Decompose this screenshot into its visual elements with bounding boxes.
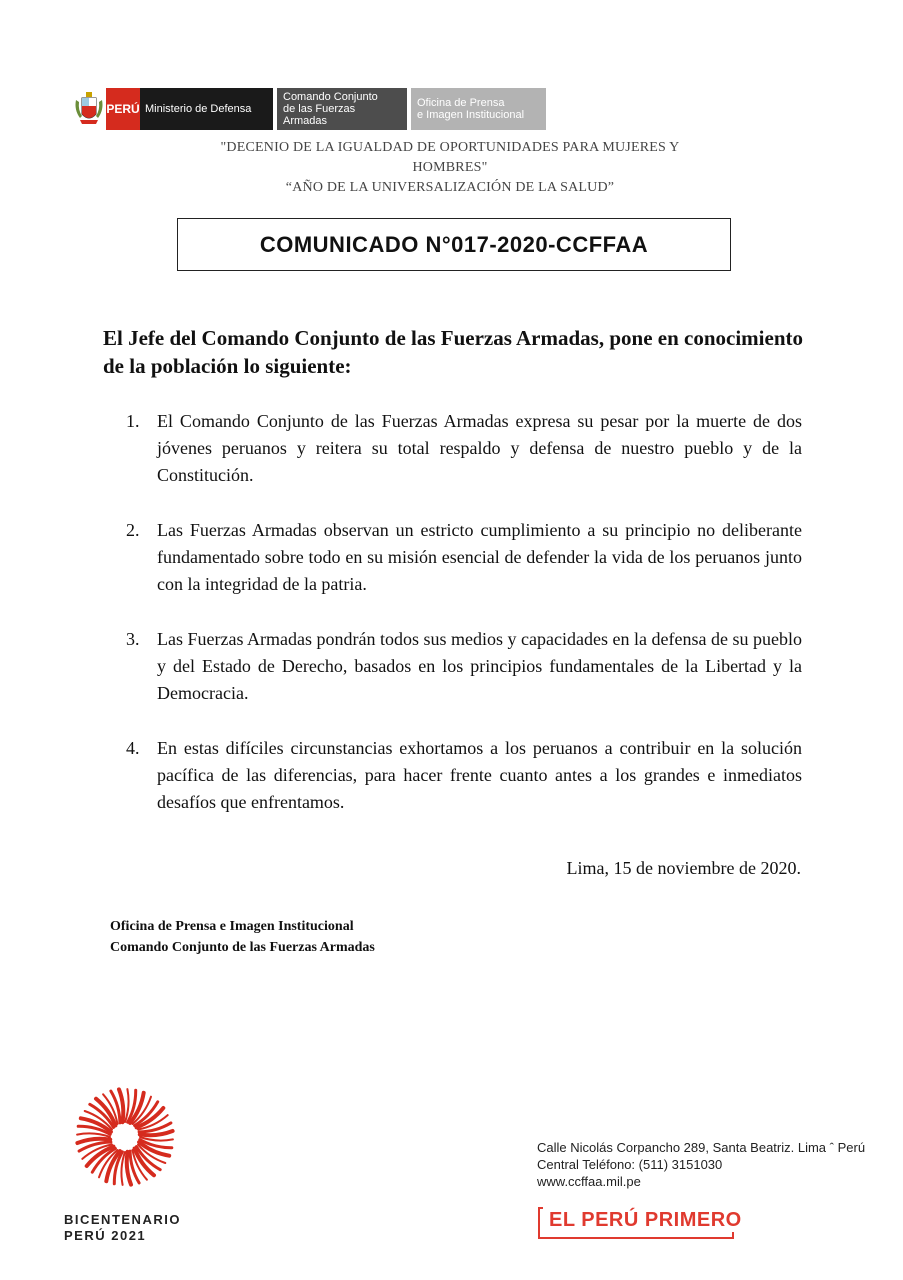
statement-list (120, 408, 802, 844)
item-number: 2. (126, 520, 140, 540)
item-number: 4. (126, 738, 140, 758)
item-number: 1. (126, 411, 140, 431)
bicentenario-logo-icon (60, 1085, 190, 1190)
signature-line-1: Oficina de Prensa e Imagen Institucional (110, 919, 354, 934)
oficina-line-2: e Imagen Institucional (417, 109, 525, 121)
ccffaa-line-1: Comando Conjunto (283, 91, 378, 103)
item-text: En estas difíciles circunstancias exhortamos a los peruanos a contribuir en la solución pacífica de las diferencias, para hacer frente cuanto antes a los grandes e inmediatos desafíos que enfrentamos. (157, 738, 802, 812)
bicentenario-line-1: BICENTENARIO (64, 1212, 181, 1227)
decenio-line-2: HOMBRES" (412, 160, 488, 175)
decenio-line-1: "DECENIO DE LA IGUALDAD DE OPORTUNIDADES PARA MUJERES Y (220, 140, 680, 155)
list-item (120, 517, 802, 598)
coat-of-arms-icon (72, 88, 106, 130)
bicentenario-line-2: PERÚ 2021 (64, 1228, 147, 1243)
decenio-heading (190, 138, 710, 198)
address-line-2: Central Teléfono: (511) 3151030 (537, 1157, 723, 1172)
list-item (120, 408, 802, 489)
list-item (120, 626, 802, 707)
item-number: 3. (126, 629, 140, 649)
oficina-line-1: Oficina de Prensa (417, 97, 505, 109)
oficina-label (411, 88, 546, 130)
item-text: Las Fuerzas Armadas pondrán todos sus medios y capacidades en la defensa de su pueblo y del Estado de Derecho, basados en los principios fundamentales de la Libertad y la Democracia. (157, 629, 802, 703)
el-peru-primero-slogan: EL PERÚ PRIMERO (549, 1209, 742, 1231)
signature-block (110, 916, 375, 958)
item-text: Las Fuerzas Armadas observan un estricto cumplimiento a su principio no deliberante fundamentado sobre todo en su misión esencial de defender la vida de los peruanos junto con la integridad de la patria. (157, 520, 802, 594)
website-link[interactable]: www.ccffaa.mil.pe (537, 1174, 641, 1189)
signature-line-2: Comando Conjunto de las Fuerzas Armadas (110, 940, 375, 955)
item-text: El Comando Conjunto de las Fuerzas Armadas expresa su pesar por la muerte de dos jóvenes peruanos y reitera su total respaldo y defensa de nuestro pueblo y de la Constitución. (157, 411, 802, 485)
ministerio-label: Ministerio de Defensa (140, 88, 273, 130)
comunicado-title: COMUNICADO N°017-2020-CCFFAA (177, 218, 731, 271)
decenio-line-3: “AÑO DE LA UNIVERSALIZACIÓN DE LA SALUD” (285, 180, 615, 195)
date-line: Lima, 15 de noviembre de 2020. (566, 858, 801, 878)
address-block (537, 1139, 865, 1190)
ccffaa-label (277, 88, 407, 130)
ccffaa-line-2: de las Fuerzas Armadas (283, 103, 356, 127)
address-line-1: Calle Nicolás Corpancho 289, Santa Beatriz. Lima ˆ Perú (537, 1140, 866, 1155)
list-item (120, 735, 802, 816)
peru-badge: PERÚ (106, 88, 140, 130)
intro-paragraph: El Jefe del Comando Conjunto de las Fuerzas Armadas, pone en conocimiento de la población lo siguiente: (103, 326, 803, 378)
bicentenario-text (64, 1212, 181, 1244)
institutional-header (72, 88, 546, 130)
